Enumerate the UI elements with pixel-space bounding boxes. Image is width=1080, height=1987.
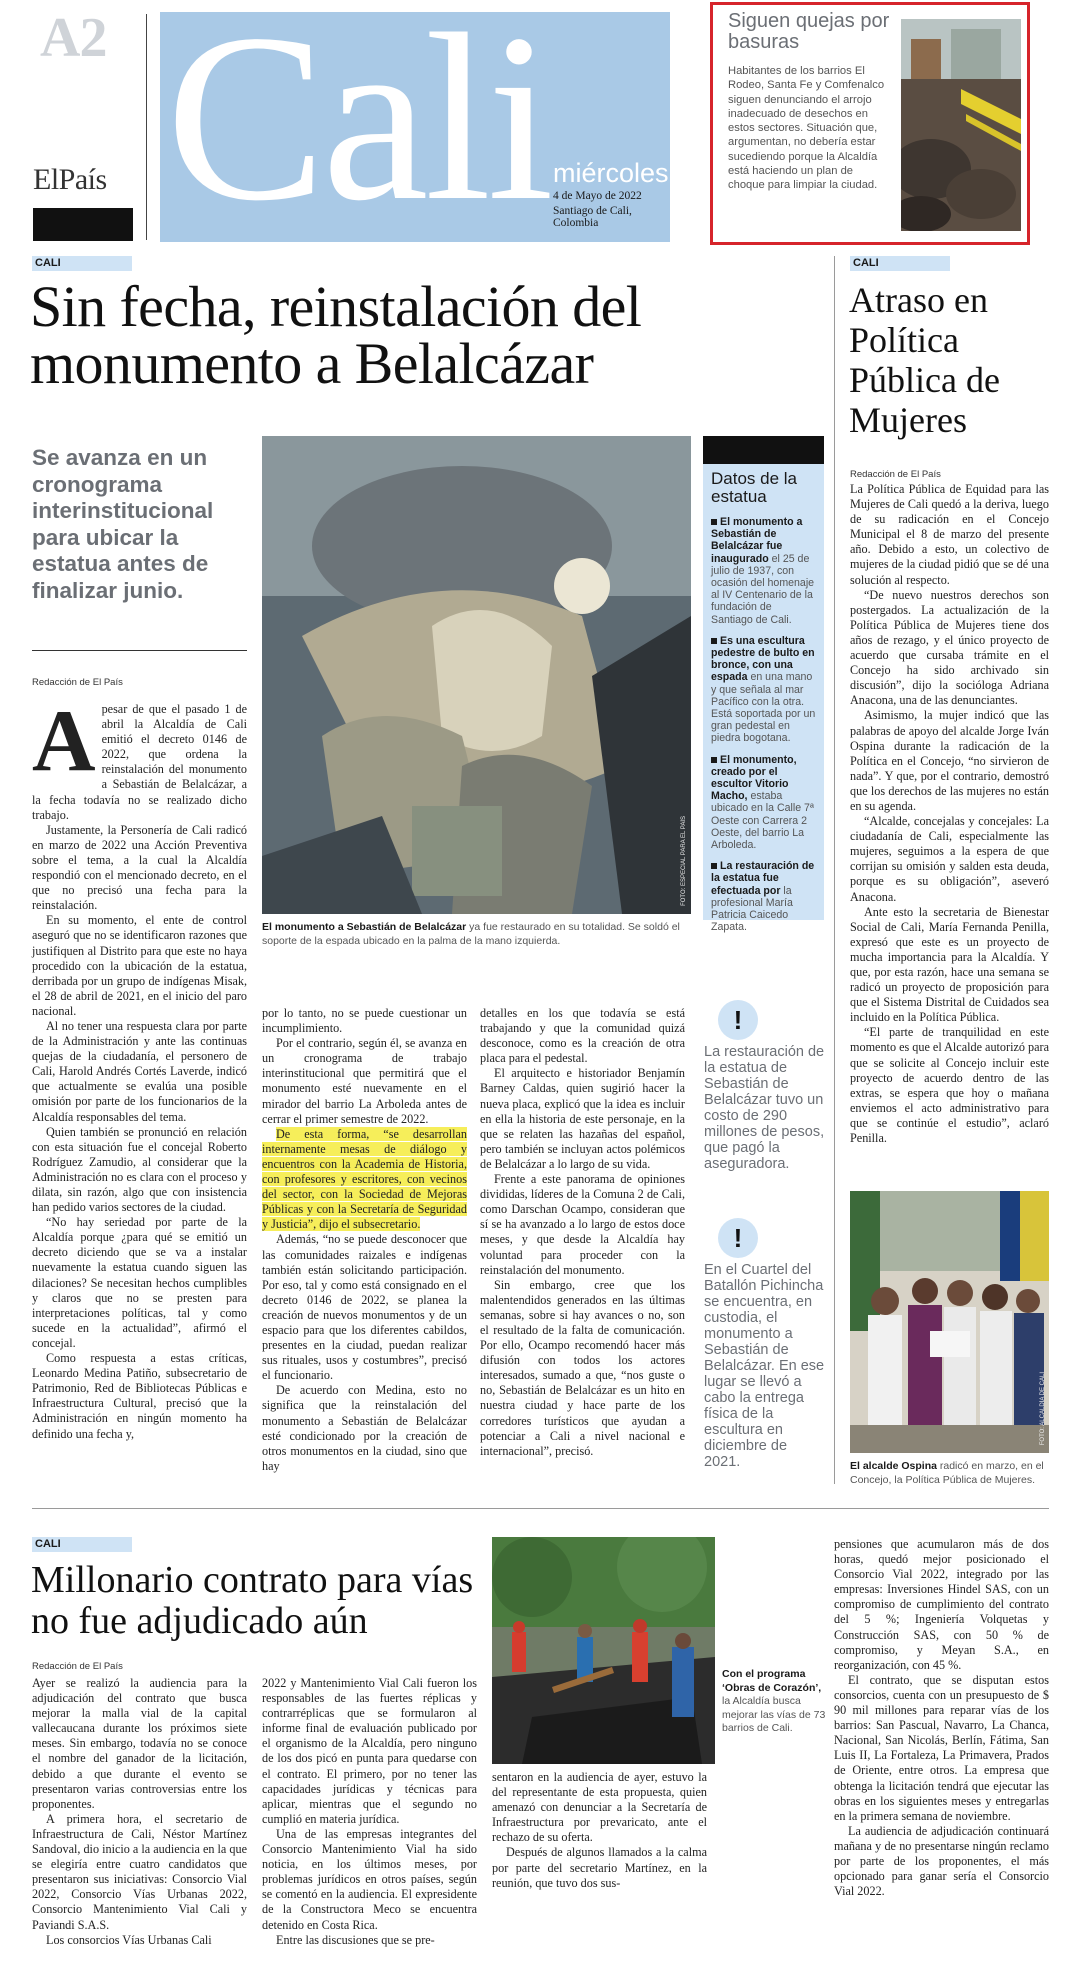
side-caption-rest: radicó en marzo, en el Concejo, la Política Pública de Mujeres. [850,1460,1044,1486]
side-photo-caption [850,1459,1049,1487]
bottom-col-3 [492,1770,707,1891]
main-deck: Se avanza en un cronograma interinstitucional para ubicar la estatua antes de finalizar junio. [32,445,214,603]
side-byline [850,462,941,481]
column-divider [834,256,835,1484]
bottom-caption-bold: Con el programa ‘Obras de Corazón’, [722,1668,822,1694]
side-section-tag: CALI [850,256,950,271]
quote-1-text: La restauración de la estatua de Sebastián de Belalcázar tuvo un costo de 290 millones de pesos, que pagó la aseguradora. [704,1044,825,1172]
highlighted-quote: De esta forma, “se desarrollan internamente mesas de diálogo y encuentros con la Academia de Historia, con profesores y escritores, con vecinos del sector, con la Sociedad de Mejoras Públicas y con la Secretaría de Seguridad y Justicia”, dijo el subsecretario. [262,1126,467,1232]
main-col2-p4: Además, “no se puede desconocer que las comunidades raizales e indígenas también están solicitando participación. Por eso, tal y como está consignado en el decreto 0146 de 2022, se planea la creación de nuevos monumentos y de un espacio para que los diferentes cabildos, presentes en la ciudad, puedan realizar sus rituales, usos y costumbres”, precisó el funcionario. [262,1232,467,1383]
main-col-1 [32,693,247,1442]
datos-box [703,436,824,934]
bottom-col3-p2: Después de algunos llamados a la calma por parte del secretario Martínez, en la reunión, que tuvo dos sus- [492,1845,707,1890]
logo-bar [33,208,133,241]
masthead-divider [146,14,147,240]
main-photo-belalcazar-statue [262,436,691,914]
city: Santiago de Cali, Colombia [553,205,632,229]
section-separator [32,1508,1049,1509]
main-col3-p4: Sin embargo, cree que los malentendidos generados en las últimas semanas, sobre si hay avances o no, son el resultado de la falta de comunicación. Por ello, Ocampo recomendó hacer más difusión con todos los actores interesados, sumado a que, “nos guste o no, Sebastián de Belalcázar es un hito en nuestra ciudad y hace parte de los corredores turísticos que ayudan a potenciar a Cali a nivel nacional e internacional”, precisó. [480,1277,685,1458]
bottom-byline-text: Redacción de El País [32,1661,123,1672]
main-col-3 [480,1006,685,1459]
bottom-col1-p2: A primera hora, el secretario de Infraestructura de Cali, Néstor Martínez Sandoval, dio inicio a la audiencia en la que se elegiría entre cuatro candidatos que presentaron sus iniciativas: Consorcio Vial 2022, Consorcio Vías Urbanas 2022, Consorcio Mantenimiento Vial Cali y Paviandi S.A.S. [32,1811,247,1932]
main-col1-p6: “No hay seriedad por parte de la Alcaldía porque ¿para qué se emitió un decreto diciendo que se va a instalar nuevamente la estatua cuando siguen las dilaciones? Se necesitan hechos cumplibles y claros que no se presten para interpretaciones políticas, tal y como sucede en la actualidad”, afirmó el concejal. [32,1215,247,1350]
side-p2: “De nuevo nuestros derechos son postergados. La actualización de la Política Pública de Mujeres tiene dos años de rezago, y el único proyecto de acuerdo que cursaba trámite en el Concejo ha sido archivado sin discusión”, dijo la socióloga Adriana Anacona, una de las denunciantes. [850,587,1049,708]
side-caption-bold: El alcalde Ospina [850,1460,937,1472]
datos-item-bold: El monumento, creado por el escultor Vitorio Macho, [711,753,797,803]
quote-block-2 [704,1218,826,1470]
bottom-section-tag: CALI [32,1537,132,1552]
bottom-col2-p1: 2022 y Mantenimiento Vial Cali fueron los responsables de las fuertes réplicas y contrarréplicas que se formularon al informe final de evaluación publicado por el organismo de la Alcaldía, pero ninguno de los dos picó en punta para quedarse con el contrato. El primero, por no tener las capacidades jurídicas y técnicas para aplicar, mientras que el segundo no cumplió en materia jurídica. [262,1676,477,1826]
side-p1: La Política Pública de Equidad para las Mujeres de Cali quedó a la deriva, luego de su radicación en el Concejo Municipal el 8 de marzo del presente año. Debido a esto, un colectivo de mujeres de la ciudad pidió que se dé una solución al respecto. [850,482,1049,587]
bottom-col4-p3: La audiencia de adjudicación continuará mañana y de no presentarse ningún reclamo por parte de los proponentes, el más opcionado para ganar sería el Consorcio Vial 2022. [834,1823,1049,1899]
bottom-col2-p3: Entre las discusiones que se pre- [276,1932,435,1947]
datos-item-bold: Es una escultura pedestre de bulto en bronce, con una espada [711,634,815,684]
datos-item-rest: el 25 de julio de 1937, con ocasión del homenaje al IV Centenario de la fundación de Santiago de Cali. [711,552,815,626]
datos-item-bold: La restauración de la estatua fue efectuada por [711,860,815,897]
drop-cap: A [32,693,96,790]
main-byline [32,674,123,690]
main-col1-first: Apesar de que el pasado 1 de abril la Alcaldía de Cali emitió el decreto 0146 de 2022, que ordena la reinstalación del monumento a Sebastián de Belalcázar, a la fecha todavía no se realizado dicho trabajo. [32,693,247,822]
datos-item [711,860,816,933]
datos-item-rest: en una mano y que señala al mar Pacífico con la otra. Está soportada por un gran pedestal en piedra bogotana. [711,671,816,745]
main-col3-p1: detalles en los que todavía se está trabajando y que la comunidad quizá desconoce, como es la creación de otra placa para el pedestal. [480,1006,685,1066]
exclamation-icon: ! [718,1000,758,1040]
main-col2-p5: De acuerdo con Medina, esto no significa que la reinstalación del monumento a Sebastián de Belalcázar esté condicionado por la creación de otros monumentos en la ciudad, sino que hay [262,1383,467,1473]
quote-block-1 [704,1000,826,1172]
main-col-2 [262,1006,467,1474]
bullet-square-icon [711,863,717,869]
main-byline-text: Redacción de El País [32,677,123,688]
deck-rule [32,650,247,651]
quote-2-text: En el Cuartel del Batallón Pichincha se encuentra, en custodia, el monumento a Sebastián de Belalcázar. En ese lugar se llevó a cabo la entrega física de la escultura en diciembre de 2021. [704,1262,825,1470]
bottom-col2-p2: Una de las empresas integrantes del Consorcio Mantenimiento Vial ha sido noticia, en los últimos meses, por problemas jurídicos en otros países, según se comentó en la audiencia. El expresidente de la Constructora Meco se encuentra detenido en Costa Rica. [262,1826,477,1932]
bottom-col3-p1: sentaron en la audiencia de ayer, estuvo la del representante de esta propuesta, quien amenazó con denunciar a la Secretaría de Infraestructura por prevaricato, ante el rechazo de su oferta. [492,1770,707,1845]
bottom-col4-p1: pensiones que acumularon más de dos horas, quedó mejor posicionado el Consorcio Vial 2022, integrado por las empresas: Inversiones Hindel SAS, con un compromiso de cumplimiento del contrato del 5 %; Ingeniería Volquetas y Construcción SAS, con 50 % de compromiso, y Meyan S.A., en reorganización, con 45 %. [834,1537,1049,1672]
teaser-text: Habitantes de los barrios El Rodeo, Santa Fe y Comfenalco siguen denunciando el arrojo inadecuado de desechos en estos sectores. Situación que, argumentan, no debería estar sucediendo porque la Alcaldía está haciendo un plan de choque para limpiar la ciudad. [728,65,885,192]
main-col1-p5: Quien también se pronunció en relación con esta situación fue el concejal Roberto Rodríguez Zamudio, al considerar que la Administración no es clara con el proceso y dilata, sin razón, algo que con insistencia han pedido varios sectores de la ciudad. [32,1124,247,1215]
main-col1-p7: Como respuesta a estas críticas, Leonardo Medina Patiño, subsecretario de Patrimonio, Red de Bibliotecas Públicas e Infraestructura Cultural, precisó que la Administración en ningún momento ha definido una fecha y, [32,1351,247,1441]
main-col3-p2: El arquitecto e historiador Benjamín Barney Caldas, quien sugirió hacer la nueva placa, explicó que la idea es incluir en ella la historia de este personaje, en la que se relaten las hazañas del español, pero también se incluyan actos polémicos de Belalcázar a lo largo de su vida. [480,1066,685,1171]
main-col1-p3: En su momento, el ente de control aseguró que no se identificaron razones que justifiquen al Distrito para que este no haya procedido con la ubicación de la estatua, derribada por un grupo de indígenas Misak, el 28 de abril de 2021, en el inicio del paro nacional. [32,913,247,1018]
main-photo-caption [262,920,690,948]
teaser-box[interactable] [710,2,1030,245]
main-col1-p2: Justamente, la Personería de Cali radicó en marzo de 2022 una Acción Preventiva sobre el tema, a la cual la Alcaldía respondió con el mencionado decreto, en el que no precisó una fecha para la reinstalación. [32,822,247,913]
bullet-square-icon [711,519,717,525]
bottom-photo-road-workers [492,1537,715,1764]
datos-list [711,516,816,934]
bottom-col-1 [32,1676,247,1948]
side-headline: Atraso en Política Pública de Mujeres [849,280,1000,440]
datos-item [711,516,816,626]
datos-item-bold: El monumento a Sebastián de Belalcázar fue inaugurado [711,516,803,565]
bottom-headline: Millonario contrato para vías no fue adjudicado aún [31,1559,474,1642]
side-p3: Asimismo, la mujer indicó que las palabras de apoyo del alcalde Jorge Iván Ospina durante la radicación de la Política en el Concejo, “no sirvieron de nada”. Y que, por el contrario, demostró que los derechos de las mujeres no están en su agenda. [850,708,1049,813]
side-photo-mayor-women [850,1191,1049,1453]
main-col2-highlight [262,1127,467,1233]
datos-item-rest: la profesional María Patricia Caicedo Zapata. [711,884,793,934]
bottom-col-2 [262,1676,477,1948]
main-caption-bold: El monumento a Sebastián de Belalcázar [262,921,467,933]
section-title: Cali [166,12,550,242]
main-col2-p2: Por el contrario, según él, se avanza en un cronograma de trabajo interinstitucional que permitirá que el monumento esté nuevamente en el mirador del barrio La Arboleda antes de cerrar el primer semestre de 2022. [262,1036,467,1126]
teaser-photo-garbage-bridge [901,19,1021,231]
bottom-col4-p2: El contrato, que se disputan estos consorcios, cuenta con un presupuesto de $ 90 mil millones para reparar vías de los barrios: San Pascual, Navarro, La Chanca, Nacional, San Nicolás, Berlín, Fátima, San Luis II, La Fortaleza, La Primavera, Prados de Oriente, entre otros. La empresa que obtenga la licitación tendrá que ejecutar las obras en los siguientes meses y entregarlas en la primera semana de noviembre. [834,1672,1049,1823]
bottom-caption-rest: la Alcaldía busca mejorar las vías de 73 barrios de Cali. [722,1695,826,1734]
datos-item [711,635,816,745]
section-banner [160,12,670,242]
bullet-square-icon [711,757,717,763]
page-number: A2 [40,7,107,69]
main-caption-rest: ya fue restaurado en su totalidad. Se soldó el soporte de la espada ubicado en la palma de la mano izquierda. [262,921,680,947]
weekday: miércoles [553,158,669,188]
bottom-col1-p3: Los consorcios Vías Urbanas Cali [46,1932,212,1947]
main-col1-p4: Al no tener una respuesta clara por parte de la Administración y ante las continuas quejas de la ciudadanía, el personero de Cali, Harold Andrés Cortés Laverde, indicó que actualmente se evalúa una posible omisión por parte de los funcionarios de la Alcaldía responsables del tema. [32,1018,247,1124]
bottom-col1-p1: Ayer se realizó la audiencia para la adjudicación del contrato que busca mejorar la malla vial de la capital vallecaucana durante los próximos siete meses. Sin embargo, todavía no se conoce el nombre del ganador de la licitación, debido a que durante el evento se presentaron varias controversias entre los proponentes. [32,1676,247,1811]
bottom-col-4 [834,1537,1049,1899]
side-p4: “Alcalde, concejalas y concejales: La ciudadanía de Cali, especialmente las mujeres, seguimos a la espera de que corrijan su omisión y salden esta deuda, porque es su obligación”, aseveró Anacona. [850,814,1049,904]
bullet-square-icon [711,638,717,644]
teaser-title: Siguen quejas por basuras [728,10,890,53]
bottom-photo-caption [722,1668,828,1736]
datos-title: Datos de la estatua [711,469,797,506]
date: 4 de Mayo de 2022 [553,190,642,202]
datos-item [711,754,816,852]
side-body [850,482,1049,1146]
side-p5: Ante esto la secretaria de Bienestar Social de Cali, María Fernanda Penilla, expresó que este es un proyecto de mucha importancia para la Alcaldía. Y que, por esta razón, hace una semana se radicó un proyecto de proposición para que el Sistema Distrital de Cuidados sea incluido en la Política Pública. [850,904,1049,1025]
main-photo-credit: FOTO: ESPECIAL PARA EL PAÍS [681,816,687,906]
main-col3-p3: Frente a este panorama de opiniones divididas, líderes de la Comuna 2 de Cali, como Darschan Ocampo, consideran que sí se ha avanzado a lo largo de estos doce meses, y que desde la Alcaldía hay voluntad para proceder con la reinstalación del monumento. [480,1172,685,1277]
masthead [0,0,1080,250]
newspaper-logo: ElPaís [33,163,107,196]
main-section-tag: CALI [32,256,132,271]
bottom-byline [32,1654,123,1673]
main-col2-p1: por lo tanto, no se puede cuestionar un incumplimiento. [262,1006,467,1036]
side-photo-credit: FOTO: ALCALDÍA DE CALI [1040,1371,1046,1445]
datos-black-bar [703,436,824,464]
exclamation-icon: ! [718,1218,758,1258]
side-p6: “El parte de tranquilidad en este momento es que el Alcalde autorizó para que se solicite al Concejo incluir este proyecto de acuerdo dentro de las extras, se espera que hoy o mañana enviemos el acto administrativo para que se continúe el estudio”, aclaró Penilla. [850,1025,1049,1146]
side-byline-text: Redacción de El País [850,469,941,480]
main-headline: Sin fecha, reinstalación del monumento a Belalcázar [30,274,642,396]
datos-item-rest: estaba ubicado en la Calle 7ª Oeste con Carrera 2 Oeste, del barrio La Arboleda. [711,790,814,852]
datos-panel [703,464,824,934]
